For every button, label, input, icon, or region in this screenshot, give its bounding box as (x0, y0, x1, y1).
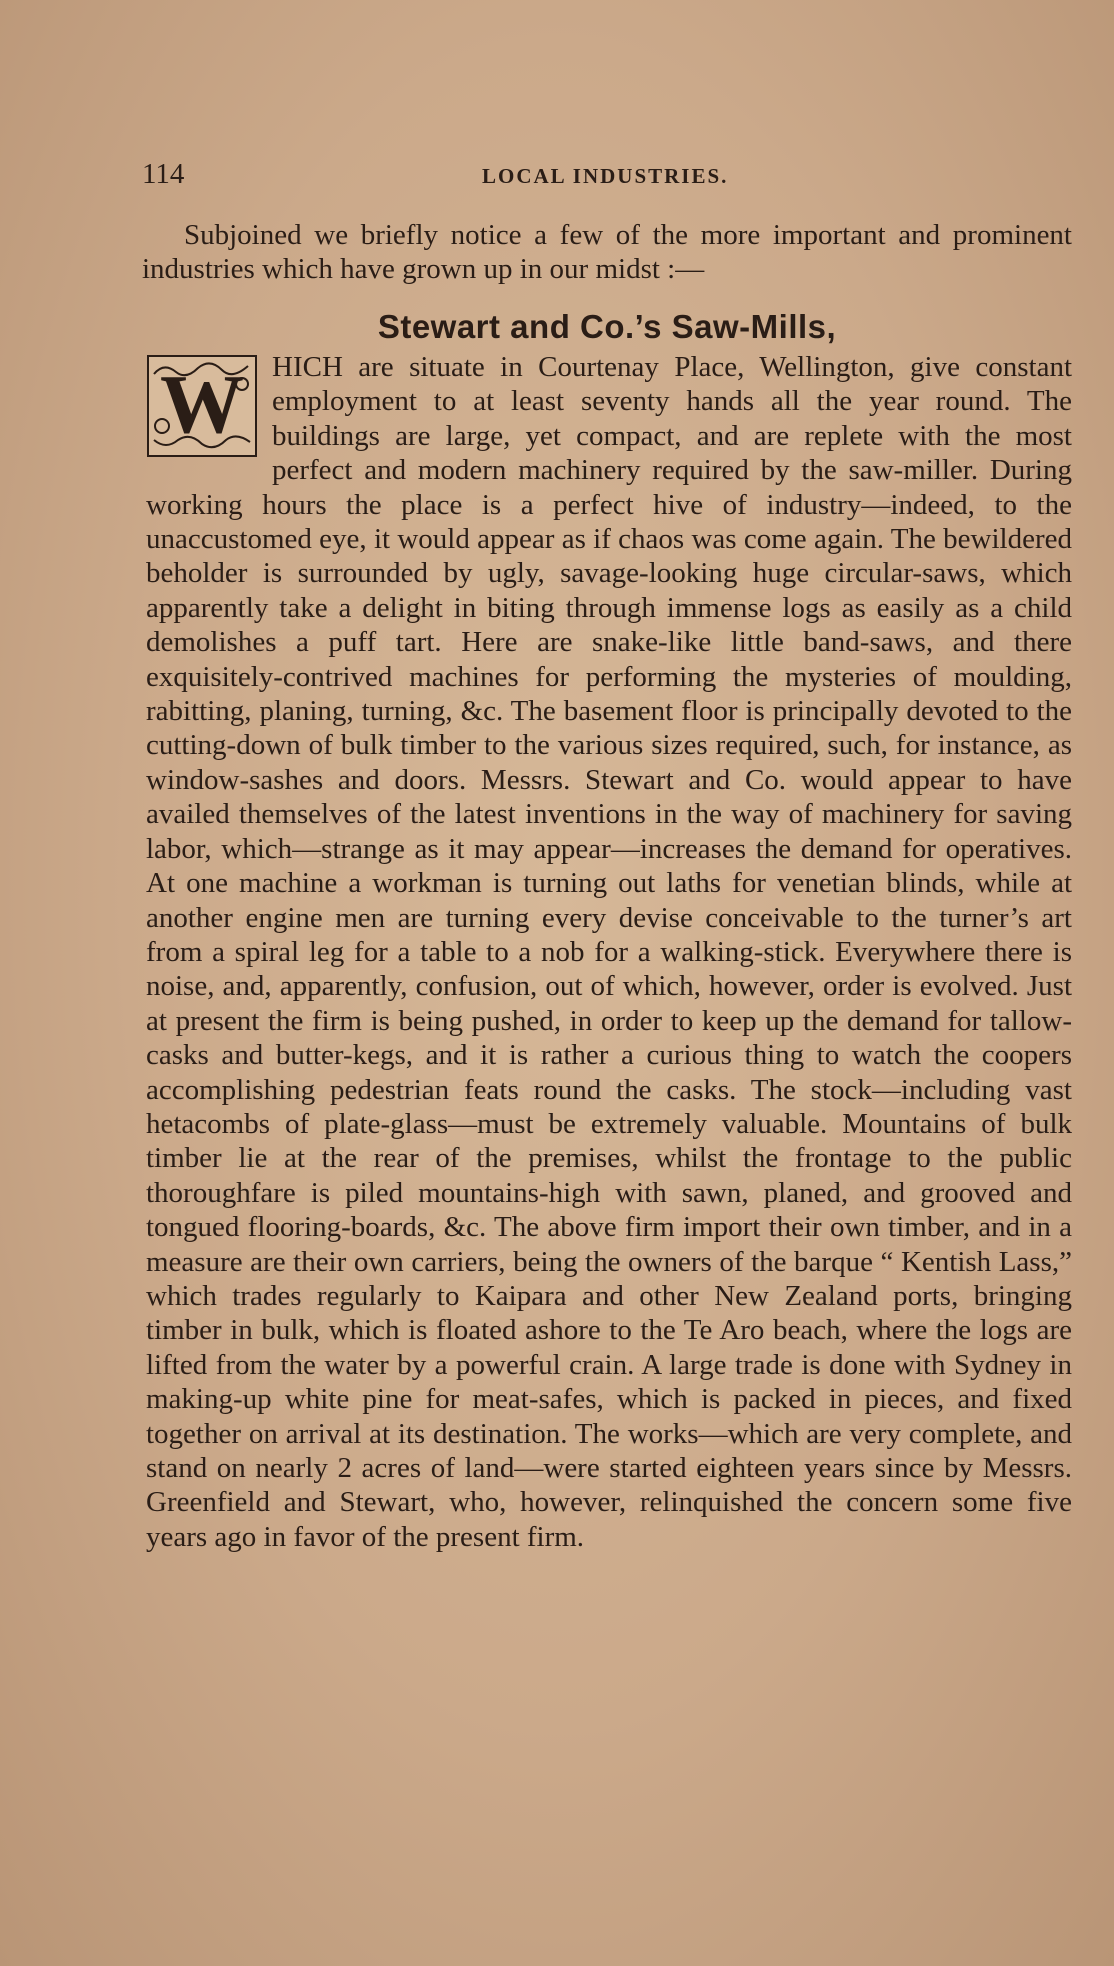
article-heading: Stewart and Co.’s Saw-Mills, (377, 308, 837, 345)
running-title: LOCAL INDUSTRIES. (482, 164, 729, 188)
ornamental-drop-cap (146, 354, 258, 458)
article-text: HICH are situate in Courtenay Place, Wellington, give constant employment to at least seventy hands all the year round. The buildings are large, yet compact, and are replete with the most perfect and modern machinery required by the saw-miller. During working hours the place is a perfect hive of industry—indeed, to the unaccustomed eye, it would appear as if chaos was come again. The bewildered beholder is surrounded by ugly, savage-looking huge circular-saws, which apparently take a delight in biting through immense logs as easily as a child demolishes a puff tart. Here are snake-like little band-saws, and there exquisitely-contrived machines for performing the mysteries of moulding, rabitting, planing, turning, &c. The basement floor is principally devoted to the cutting-down of bulk timber to the various sizes required, such, for instance, as window-sashes and doors. Messrs. Stewart and Co. would appear to have availed themselves of the latest inventions in the way of machinery for saving labor, which—strange as it may appear—increases the demand for operatives. At one machine a workman is turning out laths for venetian blinds, while at another engine men are turning every devise conceivable to the turner’s art from a spiral leg for a table to a nob for a walking-stick. Everywhere there is noise, and, apparently, confusion, out of which, however, order is evolved. Just at present the firm is being pushed, in order to keep up the demand for tallow-casks and butter-kegs, and it is rather a curious thing to watch the coopers accomplishing pedestrian feats round the casks. The stock—including vast hetacombs of plate-glass—must be extremely valuable. Mountains of bulk timber lie at the rear of the premises, whilst the frontage to the public thoroughfare is piled mountains-high with sawn, planed, and grooved and tongued flooring-boards, &c. The above firm import their own timber, and in a measure are their own carriers, being the owners of the barque “ Kentish Lass,” which trades regularly to Kaipara and other New Zealand ports, bringing timber in bulk, which is floated ashore to the Te Aro beach, where the logs are lifted from the water by a powerful crain. A large trade is done with Sydney in making-up white pine for meat-safes, which is packed in pieces, and fixed together on arrival at its destination. The works—which are very complete, and stand on nearly 2 acres of land—were started eighteen years since by Messrs. Greenfield and Stewart, who, however, relinquished the concern some five years ago in favor of the present firm. (146, 351, 1072, 1553)
intro-paragraph: Subjoined we briefly notice a few of the more important and prominent industries which have grown up in our midst :— (142, 219, 1072, 285)
page-number: 114 (142, 158, 185, 190)
drop-cap-letter: W (160, 358, 244, 451)
drop-cap-ornament-icon (146, 354, 258, 458)
article-body (146, 350, 1072, 1554)
running-header (142, 158, 1072, 198)
